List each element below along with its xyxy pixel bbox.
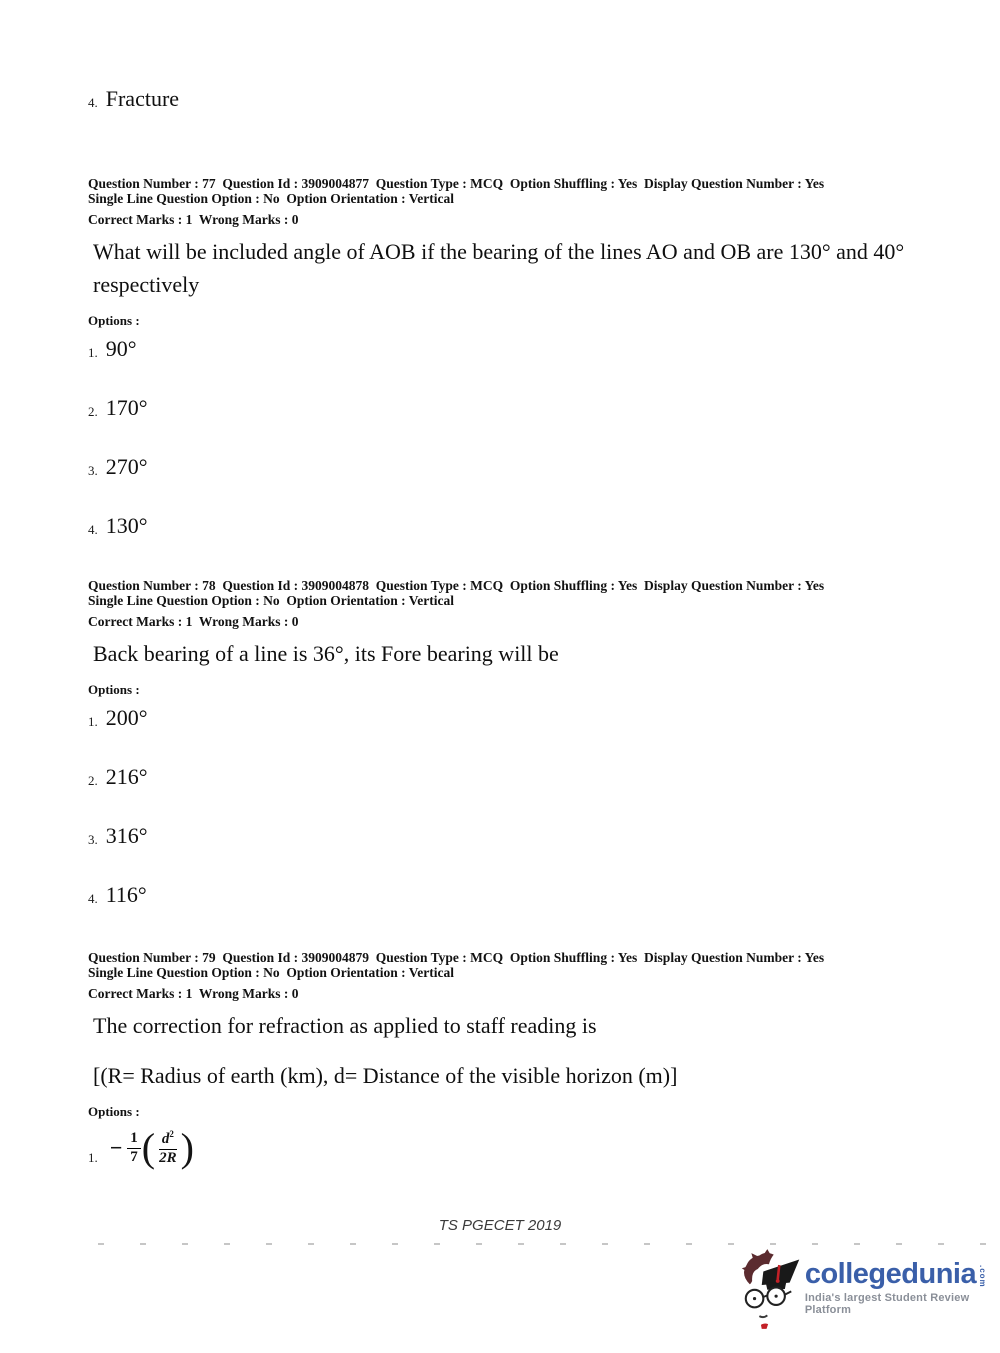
question-meta-line1: Question Number : 78 Question Id : 3909004878 Question Type : MCQ Option Shuffling : Yes Display Question Number : Yes: [88, 578, 825, 593]
question-meta-line1: Question Number : 79 Question Id : 3909004879 Question Type : MCQ Option Shuffling : Yes Display Question Number : Yes: [88, 950, 825, 965]
option-number: 2.: [88, 773, 98, 788]
option-row: [88, 336, 912, 362]
brand-dotcom: .com: [978, 1265, 988, 1288]
minus-sign: −: [109, 1135, 123, 1160]
option-number: 4.: [88, 891, 98, 906]
option-number: 1.: [88, 345, 98, 360]
logo-text-block: [805, 1259, 1000, 1316]
fraction-one-seventh: [127, 1130, 141, 1166]
option-row: [88, 823, 912, 849]
option-value: 170°: [105, 395, 148, 420]
question-block-77: [88, 176, 912, 539]
question-meta-line1: Question Number : 77 Question Id : 3909004877 Question Type : MCQ Option Shuffling : Yes Display Question Number : Yes: [88, 176, 825, 191]
footer-exam-title: TS PGECET 2019: [438, 1217, 562, 1234]
option-row: [88, 764, 912, 790]
fraction-d2-over-2R: [156, 1129, 180, 1167]
option-value: 270°: [105, 454, 148, 479]
options-label: Options :: [88, 1104, 140, 1119]
option-number: 2.: [88, 404, 98, 419]
option-value: Fracture: [105, 86, 180, 111]
mascot-icon: [737, 1243, 801, 1335]
fraction-numerator: 1: [127, 1130, 141, 1148]
question-block-79: [88, 950, 912, 1168]
options-label: Options :: [88, 313, 140, 328]
question-marks: Correct Marks : 1 Wrong Marks : 0: [88, 212, 299, 227]
right-paren: ): [180, 1125, 194, 1170]
question-marks: Correct Marks : 1 Wrong Marks : 0: [88, 986, 299, 1001]
question-text: Back bearing of a line is 36°, its Fore bearing will be: [93, 641, 559, 666]
option-value: 216°: [105, 764, 148, 789]
option-row: [88, 705, 912, 731]
question-meta-line2: Single Line Question Option : No Option Orientation : Vertical: [88, 593, 455, 608]
option-row: [88, 395, 912, 421]
fraction-numerator: $d^2$: [159, 1129, 177, 1149]
option-value: 90°: [105, 336, 137, 361]
option-value: 130°: [105, 513, 148, 538]
option-value: 200°: [105, 705, 148, 730]
brand-tagline: India's largest Student Review Platform: [804, 1292, 970, 1316]
collegedunia-logo: [737, 1243, 1000, 1335]
option-number: 1.: [88, 714, 98, 729]
fraction-denominator: 7: [130, 1148, 138, 1165]
refraction-formula: [109, 1125, 195, 1170]
option-row: [88, 454, 912, 480]
fraction-denominator: 2R: [159, 1149, 177, 1166]
previous-question-option: [88, 86, 179, 112]
option-row-formula: [88, 1125, 912, 1170]
question-text: What will be included angle of AOB if the bearing of the lines AO and OB are 130° and 40° respectively: [93, 239, 905, 297]
question-block-78: [88, 578, 912, 908]
question-meta-line2: Single Line Question Option : No Option Orientation : Vertical: [88, 191, 455, 206]
option-number: 3.: [88, 832, 98, 847]
option-number: 3.: [88, 463, 98, 478]
question-text: The correction for refraction as applied to staff reading is: [93, 1013, 597, 1038]
question-meta-line2: Single Line Question Option : No Option Orientation : Vertical: [88, 965, 455, 980]
option-value: 316°: [105, 823, 148, 848]
option-number: 4.: [88, 522, 98, 537]
option-row: [88, 882, 912, 908]
options-label: Options :: [88, 682, 140, 697]
left-paren: (: [141, 1125, 156, 1170]
option-row: [88, 513, 912, 539]
question-text-note: [(R= Radius of earth (km), d= Distance of the visible horizon (m)]: [93, 1063, 678, 1088]
option-number: 4.: [88, 95, 98, 110]
brand-name: collegedunia: [804, 1258, 977, 1290]
question-marks: Correct Marks : 1 Wrong Marks : 0: [88, 614, 299, 629]
option-number: 1.: [88, 1150, 98, 1165]
option-value: 116°: [105, 882, 147, 907]
